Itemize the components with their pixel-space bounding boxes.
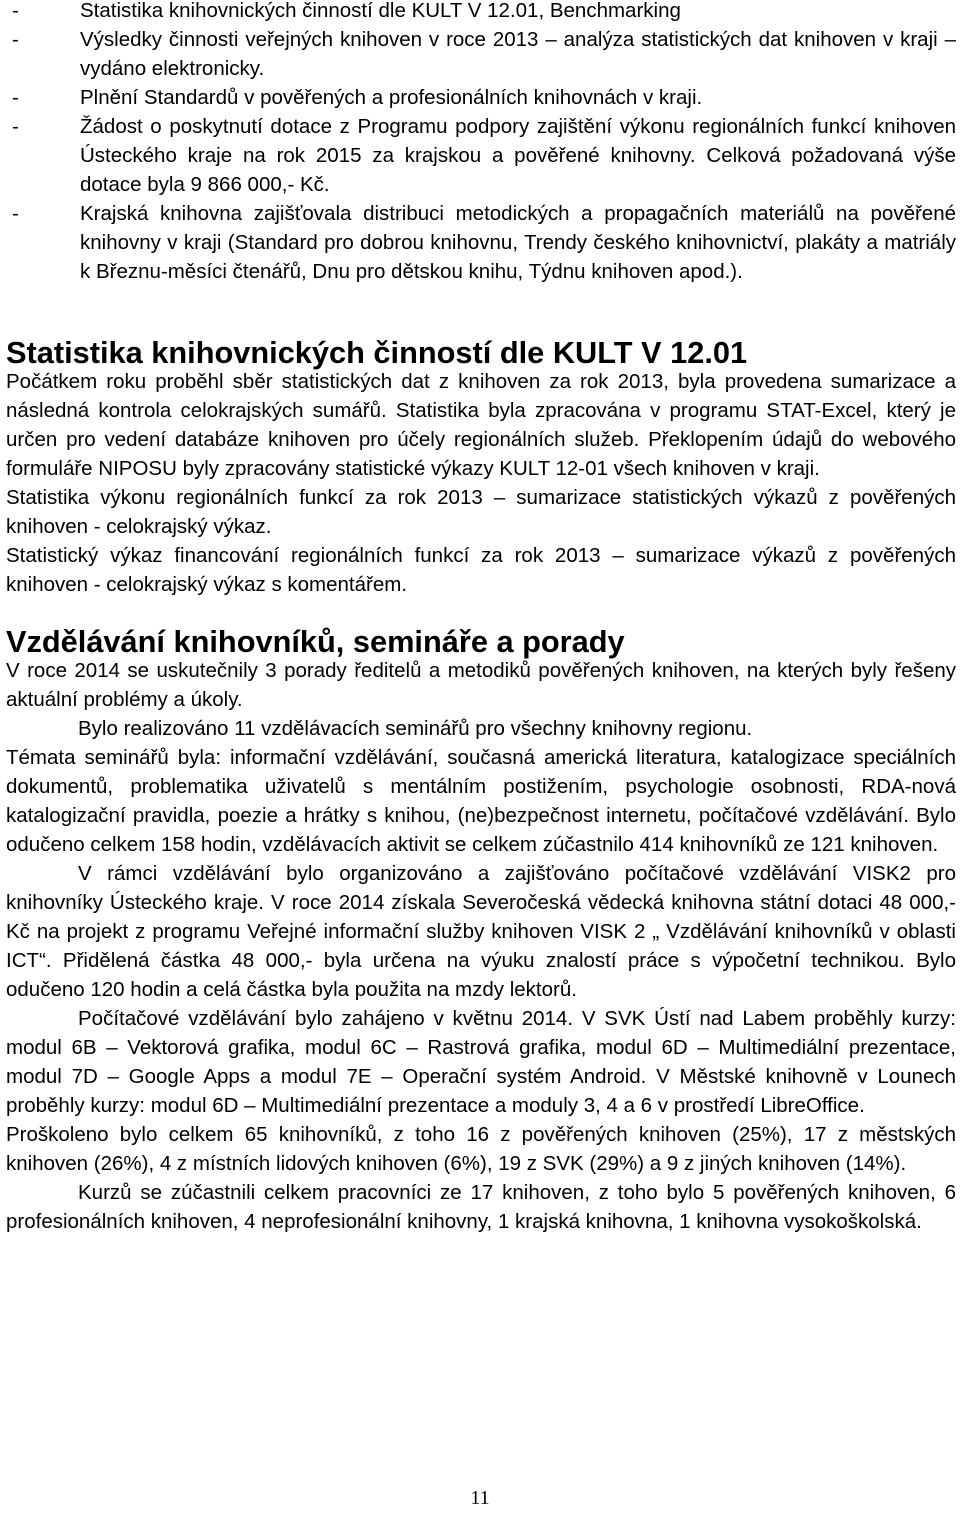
list-dash: - bbox=[12, 115, 19, 138]
section-heading-education: Vzdělávání knihovníků, semináře a porady bbox=[6, 624, 625, 659]
list-dash: - bbox=[12, 86, 19, 109]
list-dash: - bbox=[12, 0, 19, 22]
list-item-text: Žádost o poskytnutí dotace z Programu podpory zajištění výkonu regionálních funkcí knihoven Ústeckého kraje na rok 2015 za krajskou a pověřené knihovny. Celková požadovaná výše dotace byla 9 866 000,- Kč. bbox=[80, 115, 956, 196]
activity-list bbox=[6, 0, 956, 286]
list-item-text: Plnění Standardů v pověřených a profesionálních knihovnách v kraji. bbox=[80, 86, 703, 109]
page-content bbox=[6, 0, 956, 1236]
paragraph: Statistický výkaz financování regionálních funkcí za rok 2013 – sumarizace výkazů z pověřených knihoven - celokrajský výkaz s komentářem. bbox=[6, 544, 956, 596]
list-item bbox=[6, 25, 956, 83]
list-item bbox=[6, 83, 956, 112]
paragraph: Kurzů se zúčastnili celkem pracovníci ze 17 knihoven, z toho bylo 5 pověřených knihoven, 6 profesionálních knihoven, 4 neprofesionální knihovny, 1 krajská knihovna, 1 knihovna vysokoškolská. bbox=[6, 1181, 956, 1233]
list-item bbox=[6, 199, 956, 286]
section-heading-statistics: Statistika knihovnických činností dle KULT V 12.01 bbox=[6, 335, 748, 370]
list-item-text: Výsledky činnosti veřejných knihoven v roce 2013 – analýza statistických dat knihoven v kraji – vydáno elektronicky. bbox=[80, 28, 956, 80]
paragraph: Témata seminářů byla: informační vzdělávání, současná americká literatura, katalogizace speciálních dokumentů, problematika uživatelů s mentálním postižením, psychologie osobnosti, RDA-nová katalogizační pravidla, poezie a hrátky s knihou, (ne)bezpečnost internetu, počítačové vzdělávání. Bylo odučeno celkem 158 hodin, vzdělávacích aktivit se celkem zúčastnilo 414 knihovníků ze 121 knihoven. bbox=[6, 746, 956, 856]
list-item bbox=[6, 0, 956, 25]
page-number: 11 bbox=[470, 1487, 490, 1509]
list-item-text: Statistika knihovnických činností dle KULT V 12.01, Benchmarking bbox=[80, 0, 681, 22]
paragraph: V rámci vzdělávání bylo organizováno a zajišťováno počítačové vzdělávání VISK2 pro knihovníky Ústeckého kraje. V roce 2014 získala Severočeská vědecká knihovna státní dotaci 48 000,- Kč na projekt z programu Veřejné informační služby knihoven VISK 2 „ Vzdělávání knihovníků v oblasti ICT“. Přidělená částka 48 000,- byla určena na výuku znalostí práce s výpočetní technikou. Bylo odučeno 120 hodin a celá částka byla použita na mzdy lektorů. bbox=[6, 862, 956, 1001]
list-item bbox=[6, 112, 956, 199]
paragraph: Proškoleno bylo celkem 65 knihovníků, z toho 16 z pověřených knihoven (25%), 17 z městských knihoven (26%), 4 z místních lidových knihoven (6%), 19 z SVK (29%) a 9 z jiných knihoven (14%). bbox=[6, 1123, 956, 1175]
paragraph: Počátkem roku proběhl sběr statistických dat z knihoven za rok 2013, byla provedena sumarizace a následná kontrola celokrajských sumářů. Statistika byla zpracována v programu STAT-Excel, který je určen pro vedení databáze knihoven pro účely regionálních služeb. Překlopením údajů do webového formuláře NIPOSU byly zpracovány statistické výkazy KULT 12-01 všech knihoven v kraji. bbox=[6, 370, 956, 480]
list-dash: - bbox=[12, 28, 19, 51]
list-item-text: Krajská knihovna zajišťovala distribuci metodických a propagačních materiálů na pověřené knihovny v kraji (Standard pro dobrou knihovnu, Trendy českého knihovnictví, plakáty a matriály k Březnu-měsíci čtenářů, Dnu pro dětskou knihu, Týdnu knihoven apod.). bbox=[80, 202, 956, 283]
paragraph: Bylo realizováno 11 vzdělávacích seminářů pro všechny knihovny regionu. bbox=[78, 717, 753, 740]
paragraph: V roce 2014 se uskutečnily 3 porady ředitelů a metodiků pověřených knihoven, na kterých byly řešeny aktuální problémy a úkoly. bbox=[6, 659, 956, 711]
list-dash: - bbox=[12, 202, 19, 225]
paragraph: Počítačové vzdělávání bylo zahájeno v květnu 2014. V SVK Ústí nad Labem proběhly kurzy: modul 6B – Vektorová grafika, modul 6C – Rastrová grafika, modul 6D – Multimediální prezentace, modul 7D – Google Apps a modul 7E – Operační systém Android. V Městské knihovně v Lounech proběhly kurzy: modul 6D – Multimediální prezentace a moduly 3, 4 a 6 v prostředí LibreOffice. bbox=[6, 1007, 956, 1117]
paragraph: Statistika výkonu regionálních funkcí za rok 2013 – sumarizace statistických výkazů z pověřených knihoven - celokrajský výkaz. bbox=[6, 486, 956, 538]
